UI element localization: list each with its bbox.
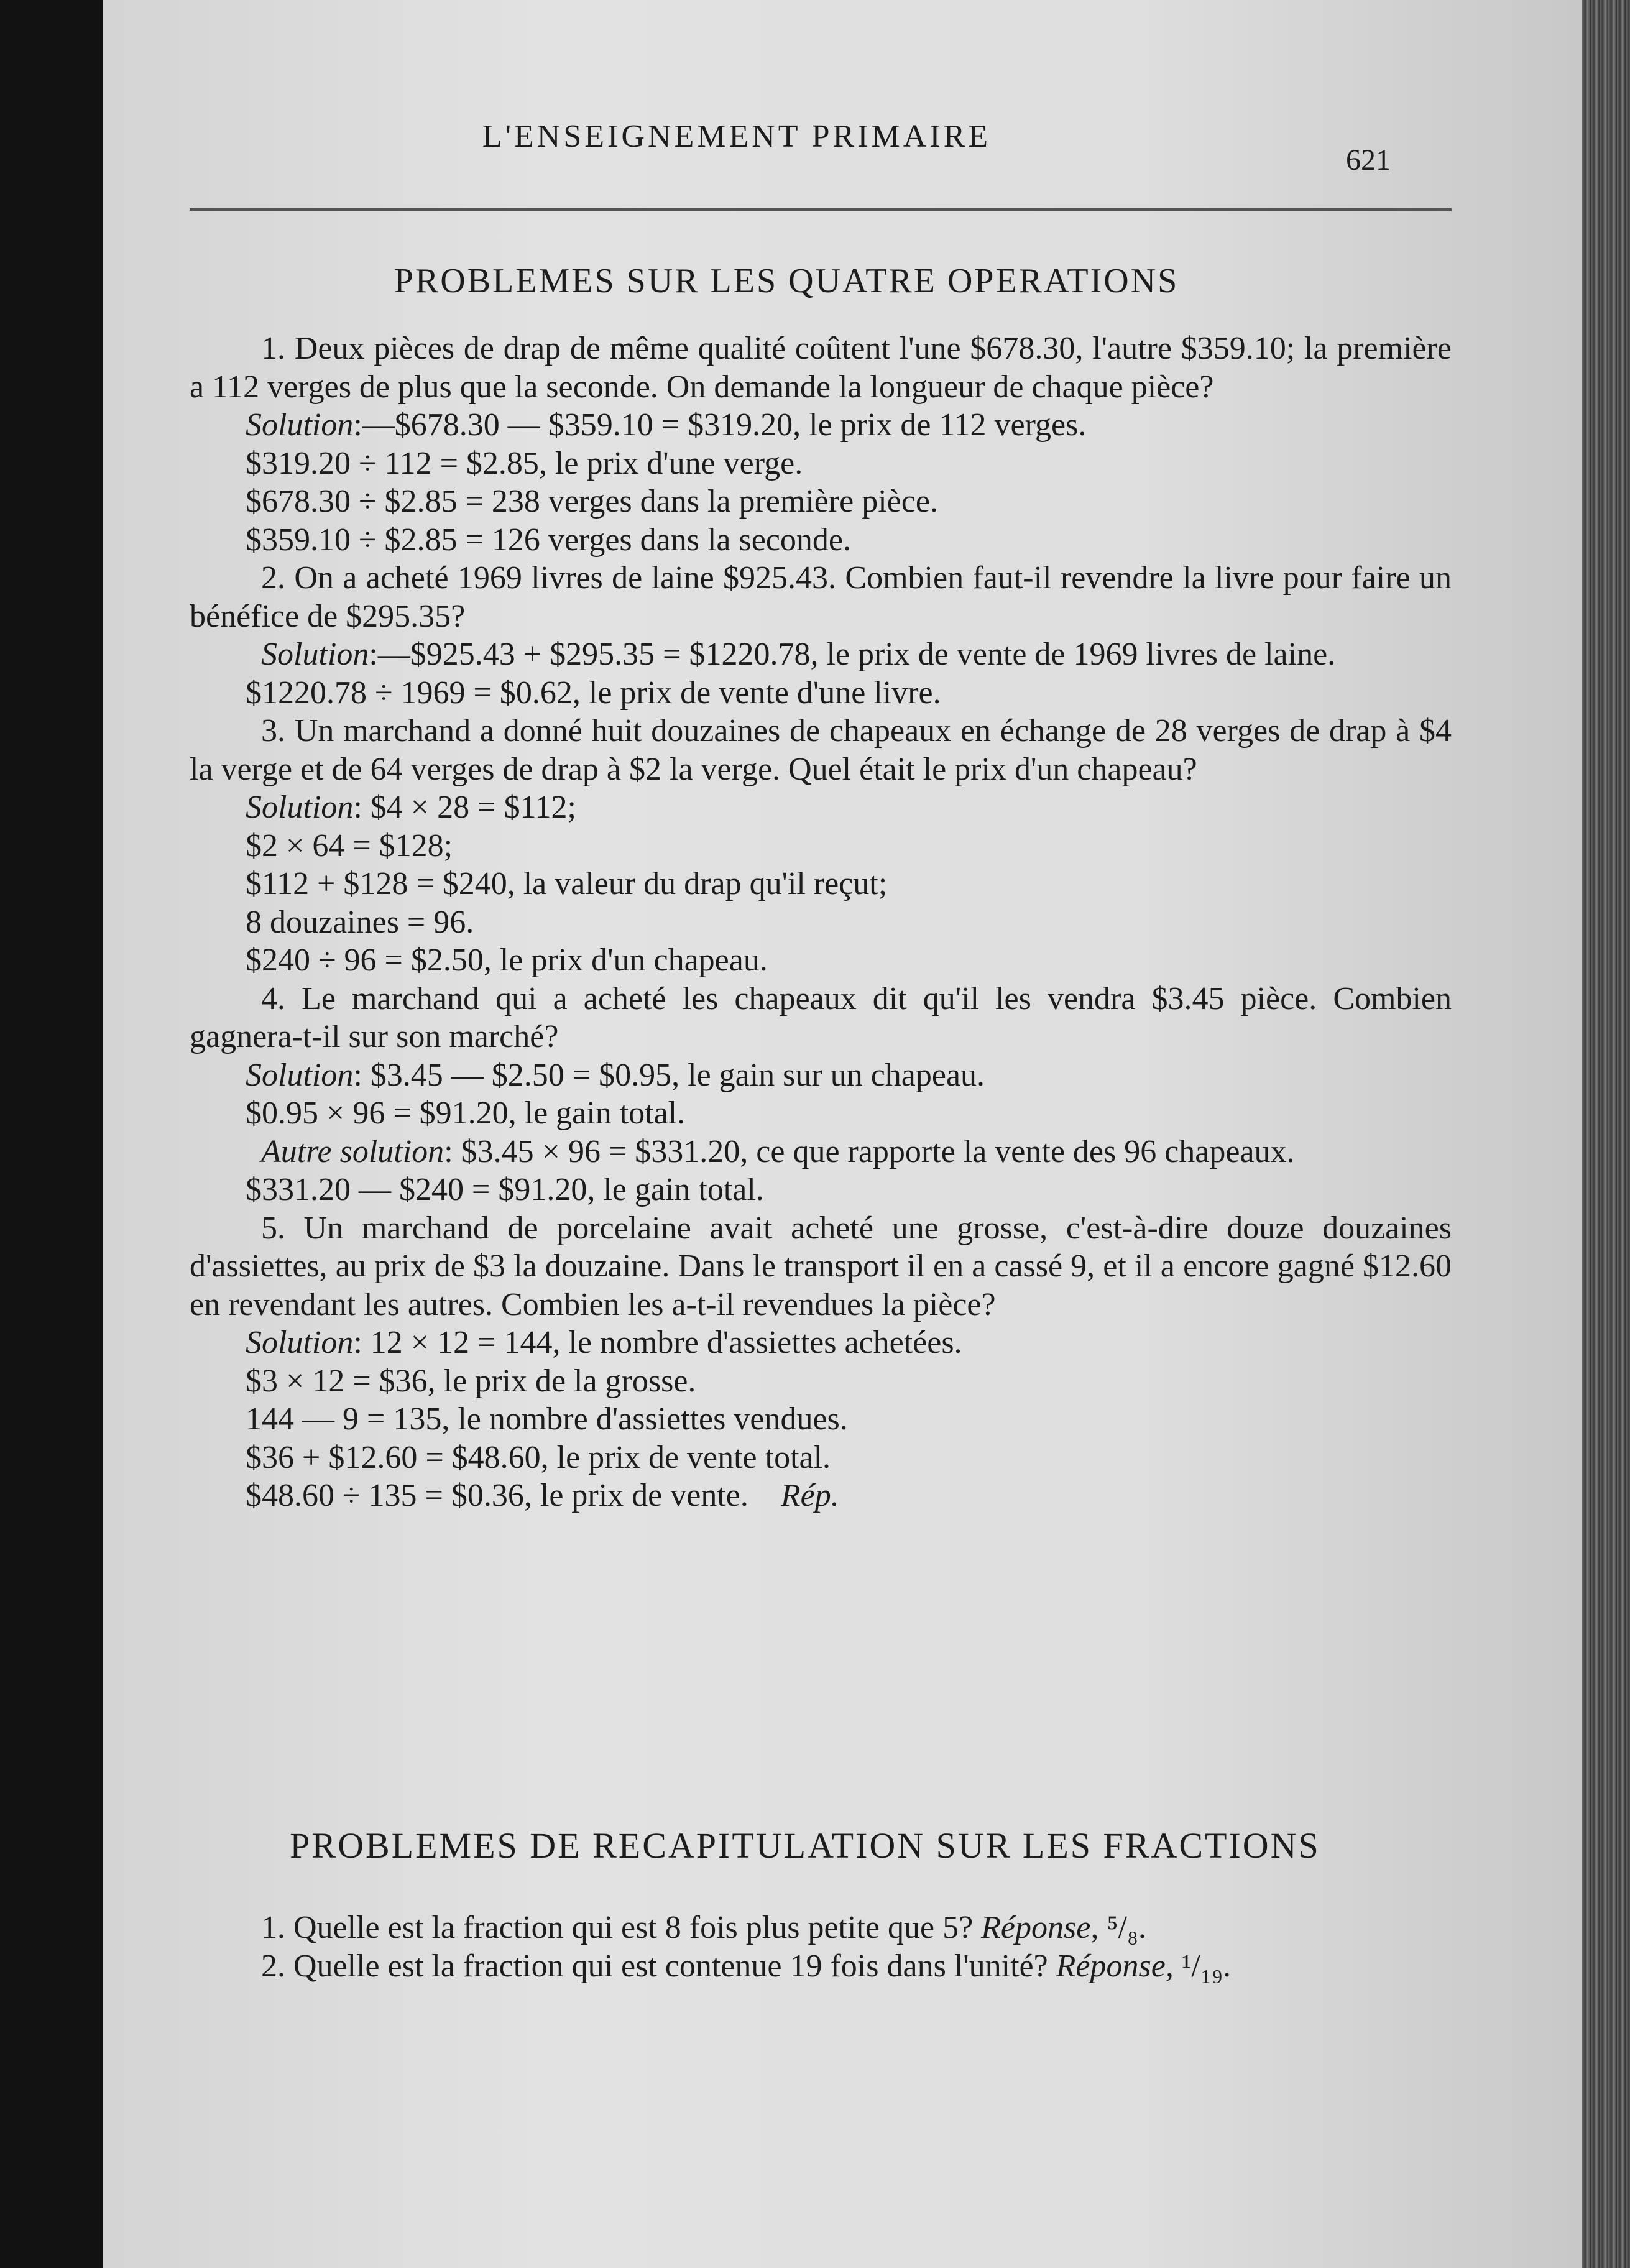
solution-line (190, 903, 1452, 942)
line-text: : $3.45 × 96 = $331.20, ce que rapporte la vente des 96 chapeaux. (444, 1133, 1295, 1169)
solution-label: Solution (246, 790, 354, 825)
solution-line (190, 1324, 1452, 1362)
solution-line (190, 482, 1452, 521)
line-text: 1. Deux pièces de drap de même qualité coûtent l'une $678.30, l'autre $359.10; la première a 112 verges de plus que la seconde. On demande la longueur de chaque pièce? (190, 331, 1452, 405)
scan-left-margin (0, 0, 109, 2268)
line-text: 1. Quelle est la fraction qui est 8 fois plus petite que 5? (261, 1910, 982, 1945)
line-text: $1220.78 ÷ 1969 = $0.62, le prix de vente d'une livre. (246, 675, 941, 711)
line-text: 3. Un marchand a donné huit douzaines de chapeaux en échange de 28 verges de drap à $4 la verge et de 64 verges de drap à $2 la verge. Quel était le prix d'un chapeau? (190, 713, 1452, 787)
problems-quatre-operations (190, 330, 1452, 1515)
solution-line (190, 1171, 1452, 1209)
answer-label: Rép. (780, 1478, 839, 1513)
line-text: 5. Un marchand de porcelaine avait acheté une grosse, c'est-à-dire douze douzaines d'assiettes, au prix de $3 la douzaine. Dans le transport il en a cassé 9, et il a encore gagné $12.60 en revendant les autres. Combien les a-t-il revendues la pièce? (190, 1210, 1452, 1322)
solution-line (190, 1056, 1452, 1095)
solution-line (190, 674, 1452, 712)
solution-line (190, 865, 1452, 903)
answer-value: ⁵/₈. (1098, 1910, 1147, 1945)
line-text: 8 douzaines = 96. (246, 904, 474, 940)
solution-line (190, 406, 1452, 445)
line-text: $678.30 ÷ $2.85 = 238 verges dans la première pièce. (246, 484, 938, 519)
line-text: 144 — 9 = 135, le nombre d'assiettes vendues. (246, 1401, 848, 1437)
line-text: :—$925.43 + $295.35 = $1220.78, le prix de vente de 1969 livres de laine. (369, 637, 1336, 672)
line-text: : $4 × 28 = $112; (353, 790, 576, 825)
solution-line (190, 1133, 1452, 1171)
problem-statement (190, 559, 1452, 635)
line-text: 2. On a acheté 1969 livres de laine $925.43. Combien faut-il revendre la livre pour faire un bénéfice de $295.35? (190, 560, 1452, 634)
problems-fractions (190, 1909, 1452, 1985)
problem-statement (190, 712, 1452, 788)
solution-label: Solution (246, 1325, 354, 1360)
page-number: 621 (1346, 144, 1391, 177)
problem-statement (190, 1947, 1452, 1986)
solution-line (190, 1362, 1452, 1401)
solution-label: Solution (246, 1057, 354, 1093)
running-head: L'ENSEIGNEMENT PRIMAIRE (482, 119, 992, 154)
problem-statement (190, 980, 1452, 1056)
line-text: $36 + $12.60 = $48.60, le prix de vente total. (246, 1439, 831, 1475)
answer-value: ¹/₁₉. (1173, 1948, 1232, 1984)
line-text: $48.60 ÷ 135 = $0.36, le prix de vente. (246, 1478, 748, 1513)
solution-label: Autre solution (261, 1133, 444, 1169)
section-title-quatre-operations: PROBLEMES SUR LES QUATRE OPERATIONS (394, 262, 1179, 300)
problem-statement (190, 1209, 1452, 1324)
solution-line (190, 521, 1452, 560)
header-rule (190, 208, 1452, 211)
line-text: : 12 × 12 = 144, le nombre d'assiettes achetées. (353, 1325, 962, 1360)
line-text: $240 ÷ 96 = $2.50, le prix d'un chapeau. (246, 943, 768, 978)
line-text: : $3.45 — $2.50 = $0.95, le gain sur un chapeau. (353, 1057, 985, 1093)
book-page (103, 0, 1582, 2268)
line-text: $359.10 ÷ $2.85 = 126 verges dans la seconde. (246, 522, 851, 558)
section-title-fractions: PROBLEMES DE RECAPITULATION SUR LES FRACTIONS (290, 1825, 1320, 1866)
solution-line (190, 1400, 1452, 1439)
solution-line (190, 941, 1452, 980)
solution-line (190, 445, 1452, 483)
solution-line (190, 1094, 1452, 1133)
answer-label: Réponse, (981, 1910, 1099, 1945)
solution-label: Solution (261, 637, 369, 672)
line-text: $331.20 — $240 = $91.20, le gain total. (246, 1172, 764, 1207)
solution-line (190, 827, 1452, 865)
answer-label: Réponse, (1056, 1948, 1174, 1984)
problem-statement (190, 1909, 1452, 1947)
solution-label: Solution (246, 407, 354, 443)
line-text: 2. Quelle est la fraction qui est contenue 19 fois dans l'unité? (261, 1948, 1056, 1984)
solution-line (190, 1439, 1452, 1477)
solution-line (190, 1477, 1452, 1515)
line-text: $112 + $128 = $240, la valeur du drap qu'il reçut; (246, 866, 888, 901)
line-text: $2 × 64 = $128; (246, 827, 453, 864)
problem-statement (190, 330, 1452, 406)
solution-line (190, 788, 1452, 827)
scan-right-edge (1582, 0, 1630, 2268)
line-text: $3 × 12 = $36, le prix de la grosse. (246, 1363, 696, 1399)
solution-line (190, 635, 1452, 674)
line-text: $319.20 ÷ 112 = $2.85, le prix d'une verge. (246, 445, 803, 481)
line-text: :—$678.30 — $359.10 = $319.20, le prix de 112 verges. (353, 407, 1087, 443)
line-text: $0.95 × 96 = $91.20, le gain total. (246, 1095, 686, 1131)
line-text: 4. Le marchand qui a acheté les chapeaux dit qu'il les vendra $3.45 pièce. Combien gagnera-t-il sur son marché? (190, 980, 1452, 1054)
